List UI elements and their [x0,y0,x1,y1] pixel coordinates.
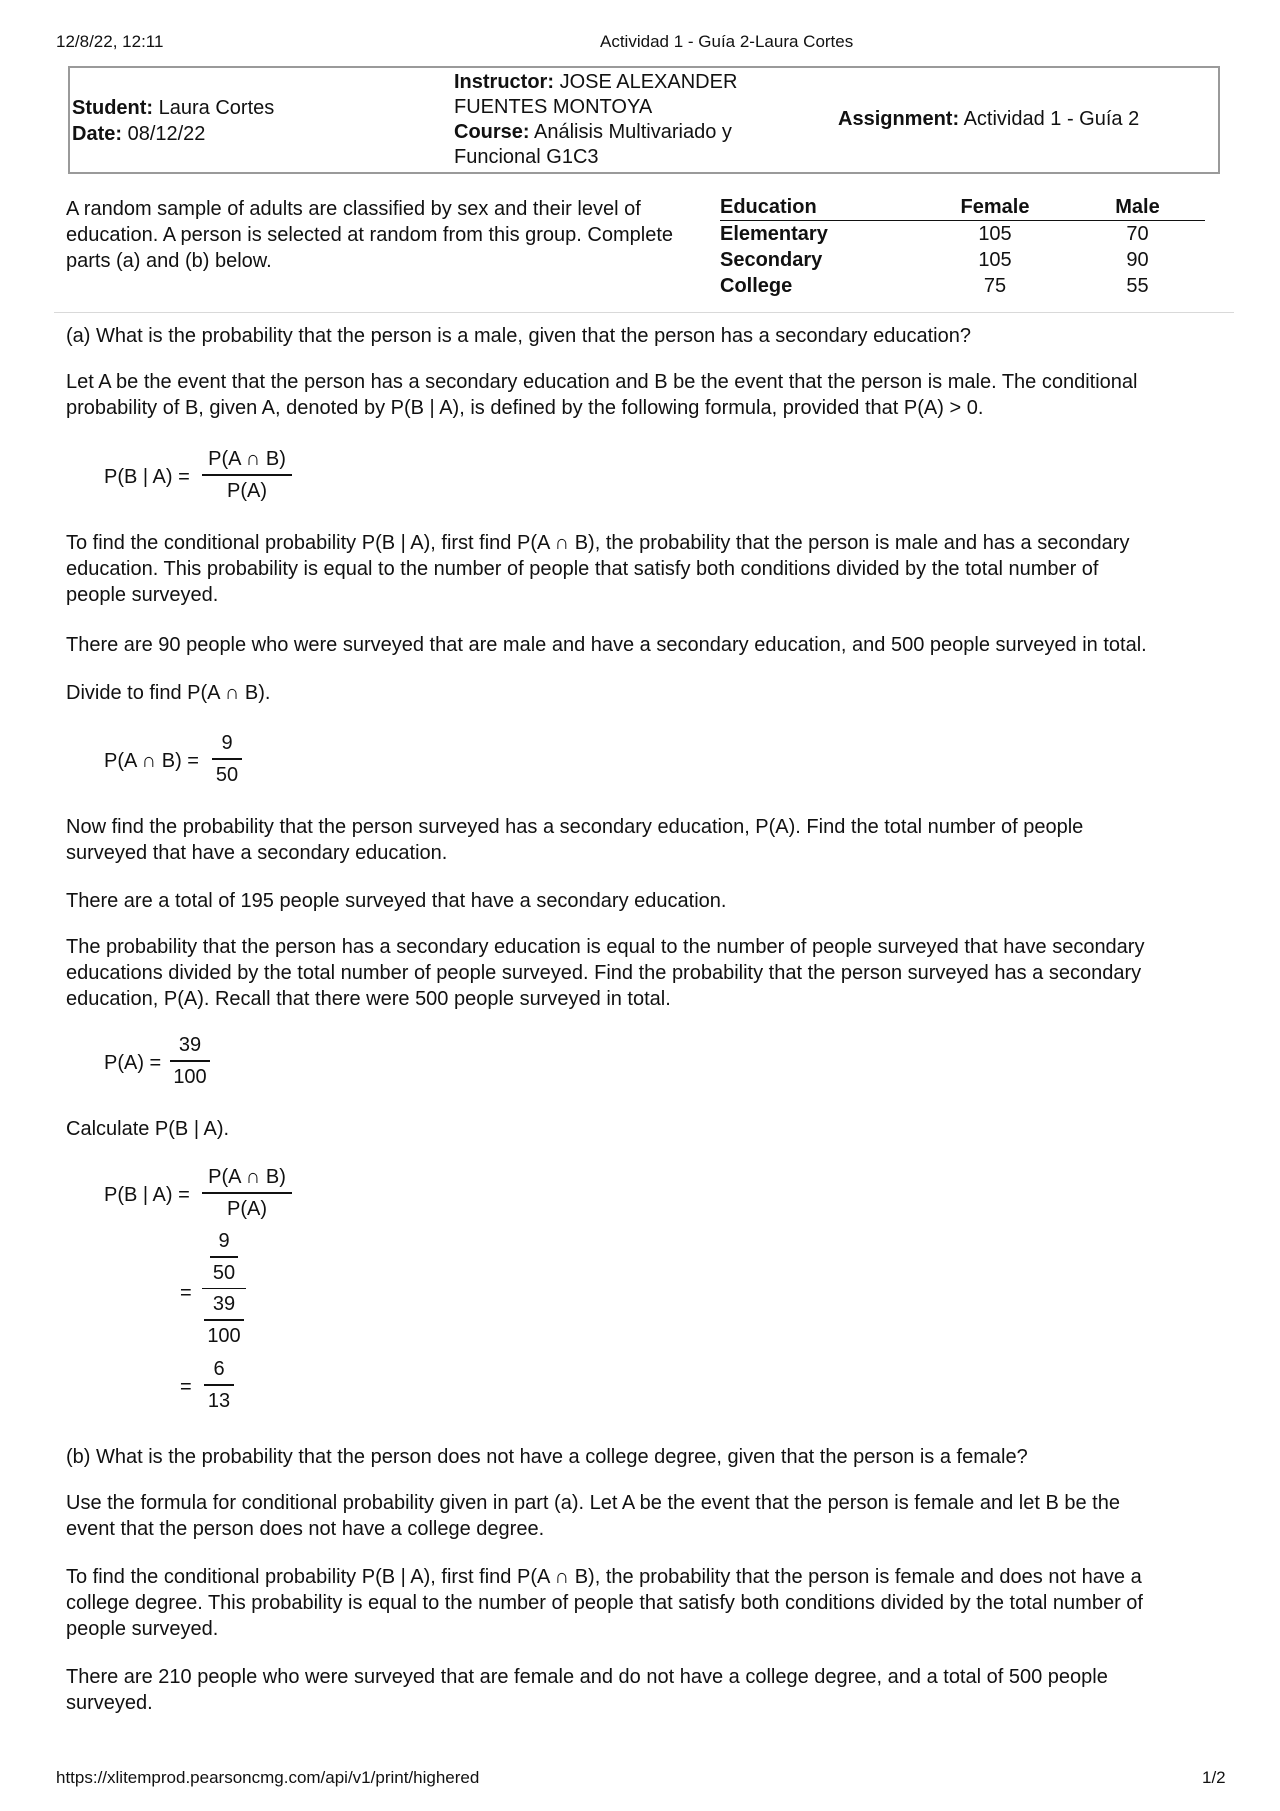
date-line [72,122,205,147]
part-a-p3: There are 90 people who were surveyed that are male and have a secondary education, and 500 people surveyed in total. [66,634,1147,656]
page-number: 1/2 [1202,1768,1226,1787]
cell-female: 105 [978,223,1012,245]
instructor-label: Instructor: [454,71,554,93]
part-a-p8: Calculate P(B | A). [66,1118,230,1140]
table-row [720,221,1205,248]
formula1-denominator: P(A) [227,479,267,502]
formula5-lower-numerator: 39 [212,1293,236,1315]
formula4-denominator: P(A) [227,1197,267,1220]
fraction-bar [204,1384,234,1386]
part-a-p6: There are a total of 195 people surveyed that have a secondary education. [66,890,727,912]
col-header-male: Male [1070,194,1205,221]
fraction-bar [170,1060,210,1062]
formula3-numerator: 39 [178,1034,202,1056]
part-b-p3-line1: There are 210 people who were surveyed that are female and do not have a college degree, and a total of 500 people [66,1666,1108,1688]
part-a-p1-line2: probability of B, given A, denoted by P(B | A), is defined by the following formula, provided that P(A) > 0. [66,397,984,419]
row-label: Secondary [720,249,823,271]
part-b-p2-line3: people surveyed. [66,1618,219,1640]
equals-sign: = [180,1376,192,1398]
student-line [72,96,274,121]
cell-male: 70 [1126,223,1149,245]
instructor-line [454,70,737,95]
equals-sign: = [180,1282,192,1304]
main-fraction-bar [202,1288,246,1290]
part-a-p5-line1: Now find the probability that the person surveyed has a secondary education, P(A). Find the total number of people [66,816,1084,838]
student-name: Laura Cortes [158,97,275,119]
cell-female: 75 [983,275,1007,297]
formula1-fraction [202,446,292,504]
formula3-fraction [170,1032,210,1090]
part-b-p1-line1: Use the formula for conditional probability given in part (a). Let A be the event that the person is female and let B be the [66,1492,1120,1514]
formula3-denominator: 100 [173,1065,207,1088]
formula5-lower-fraction [204,1291,244,1349]
cell-male: 55 [1126,275,1149,297]
row-label: College [720,275,793,297]
course-name-2: Funcional G1C3 [454,146,599,168]
formula1-numerator: P(A ∩ B) [208,448,286,470]
formula2-lhs: P(A ∩ B) = [104,750,199,772]
part-b-p2-line1: To find the conditional probability P(B | A), first find P(A ∩ B), the probability that the person is female and does not have a [66,1566,1142,1588]
formula4-fraction [202,1164,292,1222]
course-line [454,120,732,145]
formula2-numerator: 9 [221,732,233,754]
table-row [720,247,1205,273]
formula6-numerator: 6 [213,1358,225,1380]
part-b-p2-line2: college degree. This probability is equal to the number of people that satisfy both conditions divided by the total number of [66,1592,1143,1614]
formula5-lower-denominator: 100 [207,1324,241,1347]
formula5-upper-fraction [210,1228,238,1286]
formula2-denominator: 50 [215,763,239,786]
part-a-p5-line2: surveyed that have a secondary education. [66,842,448,864]
fraction-bar [202,1192,292,1194]
fraction-bar [202,474,292,476]
part-b-question: (b) What is the probability that the person does not have a college degree, given that the person is a female? [66,1446,1028,1468]
formula5-compound-fraction [202,1228,246,1349]
fraction-bar [204,1319,244,1321]
formula3-lhs: P(A) = [104,1052,162,1074]
assignment-line [838,107,1139,132]
intro-line-2: education. A person is selected at random from this group. Complete [66,224,674,246]
part-a-p2-line1: To find the conditional probability P(B | A), first find P(A ∩ B), the probability that the person is male and has a secondary [66,532,1130,554]
print-datetime: 12/8/22, 12:11 [56,32,164,51]
fraction-bar [210,1256,238,1258]
part-a-p4: Divide to find P(A ∩ B). [66,682,271,704]
formula5-upper-denominator: 50 [212,1261,236,1284]
part-a-question: (a) What is the probability that the person is a male, given that the person has a secondary education? [66,325,971,347]
part-a-p7-line1: The probability that the person has a secondary education is equal to the number of people surveyed that have secondary [66,936,1145,958]
date-value: 08/12/22 [127,123,206,145]
print-title: Actividad 1 - Guía 2-Laura Cortes [600,32,854,51]
education-table [720,194,1205,299]
part-a-p7-line3: education, P(A). Recall that there were 500 people surveyed in total. [66,988,671,1010]
cell-female: 105 [978,249,1012,271]
part-b-p3-line2: surveyed. [66,1692,153,1714]
part-a-p1-line1: Let A be the event that the person has a secondary education and B be the event that the person is male. The conditional [66,371,1138,393]
assignment-name: Actividad 1 - Guía 2 [963,108,1140,130]
fraction-bar [212,758,242,760]
date-label: Date: [72,123,123,145]
col-header-education: Education [720,194,920,221]
row-label: Elementary [720,223,828,245]
part-b-p1-line2: event that the person does not have a college degree. [66,1518,545,1540]
formula6-fraction [204,1356,234,1414]
intro-line-1: A random sample of adults are classified by sex and their level of [66,198,641,220]
formula2-fraction [212,730,242,788]
student-label: Student: [72,97,154,119]
formula5-upper-numerator: 9 [218,1230,230,1252]
formula4-numerator: P(A ∩ B) [208,1166,286,1188]
section-divider [54,312,1234,313]
part-a-p2-line2: education. This probability is equal to the number of people that satisfy both conditions divided by the total number of [66,558,1099,580]
part-a-p7-line2: educations divided by the total number of people surveyed. Find the probability that the person surveyed has a secondary [66,962,1142,984]
footer-url: https://xlitemprod.pearsoncmg.com/api/v1/print/highered [56,1768,480,1787]
part-a-p2-line3: people surveyed. [66,584,219,606]
course-name-1: Análisis Multivariado y [534,121,732,143]
table-row [720,273,1205,299]
intro-line-3: parts (a) and (b) below. [66,250,272,272]
formula6-denominator: 13 [207,1389,231,1412]
cell-male: 90 [1126,249,1149,271]
course-label: Course: [454,121,530,143]
assignment-info-box [68,66,1220,174]
formula1-lhs: P(B | A) = [104,466,190,488]
formula4-lhs: P(B | A) = [104,1184,190,1206]
col-header-female: Female [920,194,1070,221]
instructor-name-1: JOSE ALEXANDER [559,71,738,93]
table-header-row [720,194,1205,221]
instructor-name-2: FUENTES MONTOYA [454,96,653,118]
assignment-label: Assignment: [838,108,960,130]
